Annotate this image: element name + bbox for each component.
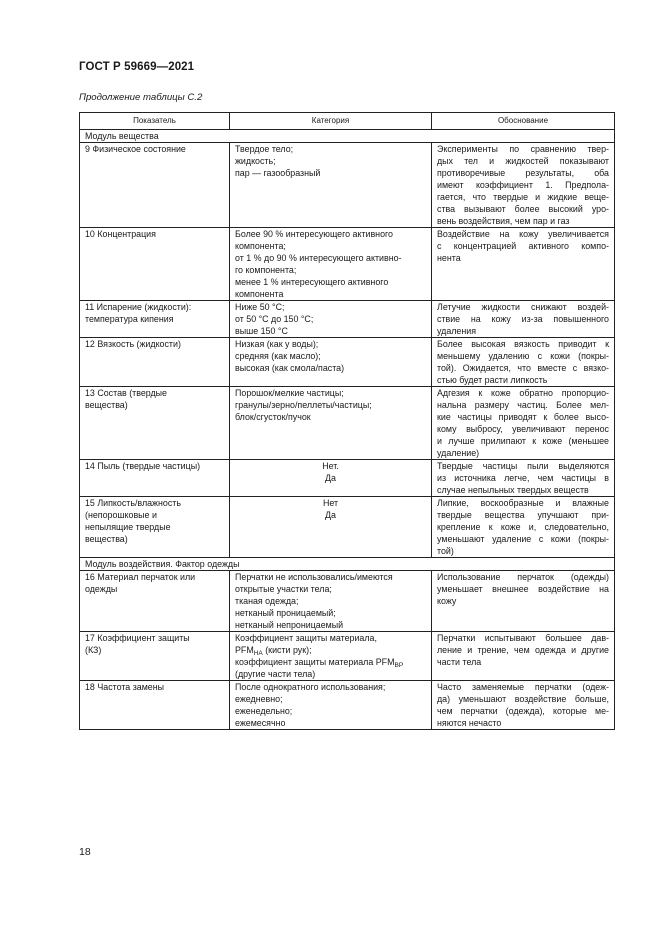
cell-text-line: уменьшает внешнее воздействие на bbox=[437, 584, 609, 594]
cell-text-line: нетканый проницаемый; bbox=[235, 608, 336, 618]
cell-text-line: ежемесячно bbox=[235, 718, 286, 728]
category-cell bbox=[230, 571, 432, 632]
cell-text-line: Часто заменяемые перчатки (одеж- bbox=[437, 682, 609, 692]
cell-text-line: той). Ожидается, что вместе с вязко- bbox=[437, 363, 609, 373]
cell-text-line: одежды bbox=[85, 584, 118, 594]
cell-text-line: с концентрацией активного компо- bbox=[437, 241, 609, 251]
table-row bbox=[80, 460, 615, 497]
column-header-rationale: Обоснование bbox=[432, 113, 615, 130]
cell-text-line: еженедельно; bbox=[235, 706, 293, 716]
rationale-cell bbox=[432, 632, 615, 681]
indicator-cell bbox=[80, 301, 230, 338]
cell-text-line: Нет bbox=[322, 498, 339, 508]
cell-text-line: удаление) bbox=[437, 448, 480, 458]
rationale-cell bbox=[432, 338, 615, 387]
table-row bbox=[80, 497, 615, 558]
cell-text-line: (другие части тела) bbox=[235, 669, 316, 679]
category-cell bbox=[230, 143, 432, 228]
cell-text-line: части тела bbox=[437, 657, 482, 667]
cell-text-line bbox=[235, 644, 426, 656]
category-cell bbox=[230, 387, 432, 460]
category-cell bbox=[230, 632, 432, 681]
section-title: Модуль воздействия. Фактор одежды bbox=[80, 558, 615, 571]
cell-text-line: вень воздействия, чем пар и газ bbox=[437, 216, 570, 226]
cell-text-line bbox=[235, 656, 426, 668]
table-continuation-caption: Продолжение таблицы С.2 bbox=[79, 92, 203, 103]
rationale-cell bbox=[432, 681, 615, 730]
cell-text-line: имеют коэффициент 1. Предпола- bbox=[437, 180, 609, 190]
cell-text-line: ствие на кожу из-за повышенного bbox=[437, 314, 609, 324]
cell-text-line: 14 Пыль (твердые частицы) bbox=[85, 461, 201, 471]
category-cell bbox=[230, 338, 432, 387]
cell-text-line: кожу bbox=[437, 596, 457, 606]
cell-text-line: от 1 % до 90 % интересующего активно- bbox=[235, 253, 402, 263]
cell-text-line: вещества) bbox=[85, 400, 128, 410]
rationale-cell bbox=[432, 497, 615, 558]
cell-text-line: пар — газообразный bbox=[235, 168, 321, 178]
cell-text-line: той) bbox=[437, 546, 454, 556]
cell-text-line: вещества) bbox=[85, 534, 128, 544]
cell-text-line: нетканый непроницаемый bbox=[235, 620, 344, 630]
indicator-cell bbox=[80, 387, 230, 460]
cell-text-line: нента bbox=[437, 253, 461, 263]
cell-text-line: да) уменьшают воздействие больше, bbox=[437, 694, 609, 704]
cell-text-line: Летучие жидкости снижают воздей- bbox=[437, 302, 609, 312]
cell-text-line: 9 Физическое состояние bbox=[85, 144, 186, 154]
cell-text-line: 15 Липкость/влажность bbox=[85, 498, 181, 508]
page-number: 18 bbox=[79, 846, 91, 858]
cell-text-line: няются нечасто bbox=[437, 718, 502, 728]
cell-text-line: стью будет расти липкость bbox=[437, 375, 548, 385]
cell-text-line: 10 Концентрация bbox=[85, 229, 156, 239]
cell-text-line: и лучше прилипают к коже (меньшее bbox=[437, 436, 609, 446]
cell-text-line: крепление к коже и, следовательно, bbox=[437, 522, 609, 532]
cell-text-line: Да bbox=[325, 473, 336, 483]
table-row bbox=[80, 143, 615, 228]
cell-text-line: Ниже 50 °С; bbox=[235, 302, 285, 312]
rationale-cell bbox=[432, 460, 615, 497]
cell-text-line: противоречивые результаты, оба bbox=[437, 168, 609, 178]
table-row bbox=[80, 338, 615, 387]
cell-text-line: Использование перчаток (одежды) bbox=[437, 572, 609, 582]
cell-text-line: из источника легче, чем частицы в bbox=[437, 473, 609, 483]
pfm-text: коэффициент защиты материала PFM bbox=[235, 657, 395, 667]
cell-text-line: блок/сгусток/пучок bbox=[235, 412, 311, 422]
cell-text-line: Порошок/мелкие частицы; bbox=[235, 388, 344, 398]
column-header-category: Категория bbox=[230, 113, 432, 130]
cell-text-line: средняя (как масло); bbox=[235, 351, 321, 361]
category-cell bbox=[230, 681, 432, 730]
cell-text-line: компонента; bbox=[235, 241, 286, 251]
category-cell bbox=[230, 460, 432, 497]
cell-text-line: менее 1 % интересующего активного bbox=[235, 277, 389, 287]
cell-text-line: меньшему удалению с кожи (покры- bbox=[437, 351, 609, 361]
category-cell bbox=[230, 301, 432, 338]
cell-text-line: Липкие, воскообразные и влажные bbox=[437, 498, 609, 508]
cell-text-line: от 50 °С до 150 °С; bbox=[235, 314, 314, 324]
table-row bbox=[80, 228, 615, 301]
cell-text-line: Перчатки испытывают большее дав- bbox=[437, 633, 609, 643]
indicator-cell bbox=[80, 571, 230, 632]
cell-text-line: непылящие твердые bbox=[85, 522, 171, 532]
cell-text-line: нальна размеру частиц. Более мел- bbox=[437, 400, 609, 410]
rationale-cell bbox=[432, 571, 615, 632]
cell-text-line: твердые вещества упучшают при- bbox=[437, 510, 609, 520]
cell-text-line: случае непыльных твердых веществ bbox=[437, 485, 589, 495]
pfm-description: (кисти рук); bbox=[262, 645, 312, 655]
cell-text-line: Перчатки не использовались/имеются bbox=[235, 572, 393, 582]
cell-text-line: Эксперименты по сравнению твер- bbox=[437, 144, 609, 154]
rationale-cell bbox=[432, 228, 615, 301]
rationale-cell bbox=[432, 143, 615, 228]
table-header-row bbox=[80, 113, 615, 130]
section-row bbox=[80, 130, 615, 143]
indicator-cell bbox=[80, 338, 230, 387]
cell-text-line: температура кипения bbox=[85, 314, 174, 324]
cell-text-line: 13 Состав (твердые bbox=[85, 388, 167, 398]
cell-text-line: уменьшают удаление с кожи (покры- bbox=[437, 534, 609, 544]
table-row bbox=[80, 387, 615, 460]
cell-text-line: Нет. bbox=[322, 461, 339, 471]
characteristics-table bbox=[79, 112, 615, 730]
cell-text-line: открытые участки тела; bbox=[235, 584, 332, 594]
cell-text-line: Более 90 % интересующего активного bbox=[235, 229, 393, 239]
indicator-cell bbox=[80, 632, 230, 681]
rationale-cell bbox=[432, 301, 615, 338]
cell-text-line: ства вызывают более высокий уро- bbox=[437, 204, 609, 214]
document-header: ГОСТ Р 59669—2021 bbox=[79, 61, 195, 73]
pfm-symbol: PFM bbox=[235, 645, 254, 655]
cell-text-line: дых тел и жидкостей показывают bbox=[437, 156, 609, 166]
cell-text-line: 12 Вязкость (жидкости) bbox=[85, 339, 181, 349]
cell-text-line: высокая (как смола/паста) bbox=[235, 363, 345, 373]
cell-text-line: кие частицы приводят к более высо- bbox=[437, 412, 609, 422]
cell-text-line: После однократного использования; bbox=[235, 682, 386, 692]
section-title: Модуль вещества bbox=[80, 130, 615, 143]
category-cell bbox=[230, 497, 432, 558]
cell-text-line: тканая одежда; bbox=[235, 596, 299, 606]
cell-text-line: Коэффициент защиты материала, bbox=[235, 633, 377, 643]
cell-text-line: 17 Коэффициент защиты bbox=[85, 633, 190, 643]
table-row bbox=[80, 301, 615, 338]
cell-text-line: жидкость; bbox=[235, 156, 276, 166]
cell-text-line: гранулы/зерно/пеллеты/частицы; bbox=[235, 400, 372, 410]
cell-text-line: го компонента; bbox=[235, 265, 297, 275]
category-cell bbox=[230, 228, 432, 301]
indicator-cell bbox=[80, 143, 230, 228]
cell-text-line: кому выбросу, увеличивают перенос bbox=[437, 424, 609, 434]
cell-text-line: Твердое тело; bbox=[235, 144, 294, 154]
indicator-cell bbox=[80, 460, 230, 497]
table-row bbox=[80, 571, 615, 632]
cell-text-line: ежедневно; bbox=[235, 694, 283, 704]
cell-text-line: 11 Испарение (жидкости): bbox=[85, 302, 192, 312]
cell-text-line: Адгезия к коже обратно пропорцио- bbox=[437, 388, 609, 398]
cell-text-line: ление и трение, чем одежда и другие bbox=[437, 645, 609, 655]
subscript-bp: BP bbox=[394, 662, 404, 669]
cell-text-line: (КЗ) bbox=[85, 645, 102, 655]
cell-text-line: гается, что твердые и жидкие веще- bbox=[437, 192, 609, 202]
cell-text-line: выше 150 °С bbox=[235, 326, 288, 336]
table-row bbox=[80, 632, 615, 681]
cell-text-line: чем перчатки (одежда), которые ме- bbox=[437, 706, 609, 716]
cell-text-line: 16 Материал перчаток или bbox=[85, 572, 196, 582]
cell-text-line: компонента bbox=[235, 289, 284, 299]
table-body bbox=[80, 130, 615, 730]
indicator-cell bbox=[80, 228, 230, 301]
cell-text-line: Воздействие на кожу увеличивается bbox=[437, 229, 609, 239]
cell-text-line: (непорошковые и bbox=[85, 510, 157, 520]
cell-text-line: Низкая (как у воды); bbox=[235, 339, 319, 349]
indicator-cell bbox=[80, 497, 230, 558]
section-row bbox=[80, 558, 615, 571]
cell-text-line: Твердые частицы пыли выделяются bbox=[437, 461, 609, 471]
table-row bbox=[80, 681, 615, 730]
cell-text-line: Да bbox=[325, 510, 336, 520]
indicator-cell bbox=[80, 681, 230, 730]
column-header-indicator: Показатель bbox=[80, 113, 230, 130]
cell-text-line: Более высокая вязкость приводит к bbox=[437, 339, 609, 349]
cell-text-line: удаления bbox=[437, 326, 477, 336]
subscript-ha: HA bbox=[253, 650, 263, 657]
cell-text-line: 18 Частота замены bbox=[85, 682, 165, 692]
rationale-cell bbox=[432, 387, 615, 460]
